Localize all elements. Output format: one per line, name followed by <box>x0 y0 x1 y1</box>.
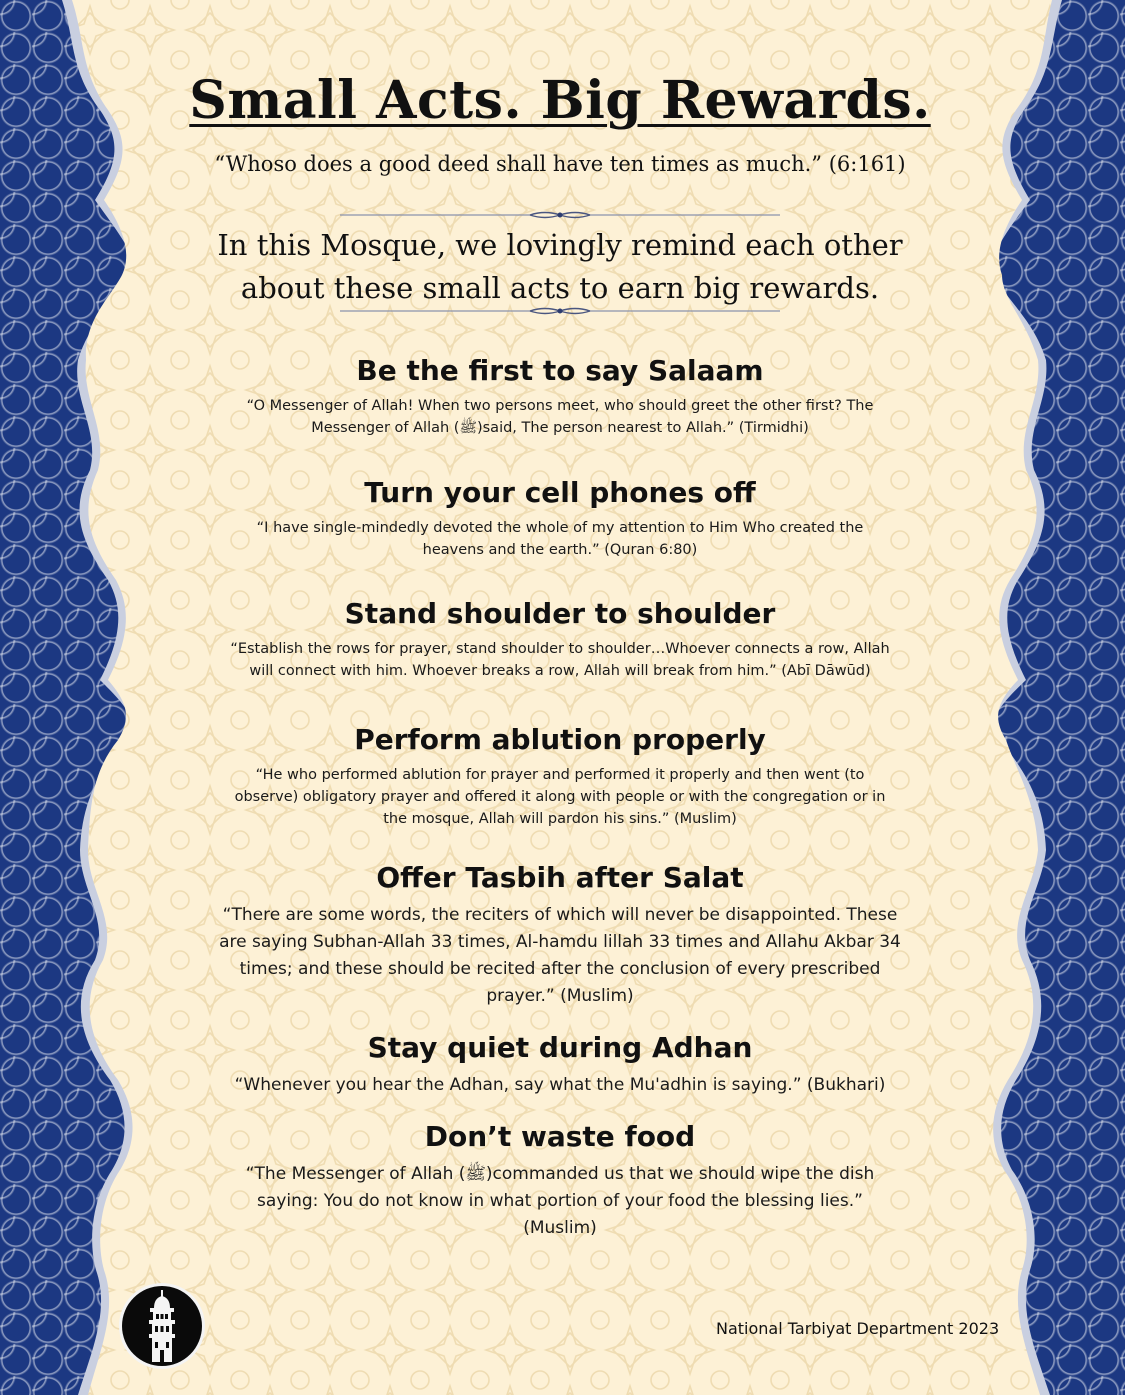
quote-line: times; and these should be recited after the conclusion of every prescribed <box>239 959 881 979</box>
reminder-heading: Perform ablution properly <box>354 723 766 756</box>
quote-line: Messenger of Allah (ﷺ)said, The person nearest to Allah.” (Tirmidhi) <box>311 420 809 436</box>
quote-line: “He who performed ablution for prayer and performed it properly and then went (to <box>255 767 865 783</box>
reminder-item <box>120 353 1000 439</box>
reminder-item <box>120 1119 1000 1242</box>
page-title: Small Acts. Big Rewards. <box>189 70 931 131</box>
quote-line: (Muslim) <box>523 1218 597 1238</box>
quote-line: “There are some words, the reciters of which will never be disappointed. These <box>222 905 898 925</box>
quote-line: “The Messenger of Allah (ﷺ)commanded us that we should wipe the dish <box>245 1164 875 1184</box>
quote-line: “I have single-mindedly devoted the whole of my attention to Him Who created the <box>256 520 864 536</box>
reminder-item <box>120 860 1000 1010</box>
quote-line: will connect with him. Whoever breaks a row, Allah will break from him.” (Abī Dāwūd) <box>249 663 871 679</box>
quote-line: prayer.” (Muslim) <box>486 986 634 1006</box>
reminder-heading: Be the first to say Salaam <box>356 354 764 387</box>
intro-line: about these small acts to earn big rewards. <box>240 271 880 305</box>
quote-line: saying: You do not know in what portion of your food the blessing lies.” <box>257 1191 863 1211</box>
reminder-quote <box>120 902 1000 1010</box>
reminder-item <box>120 1030 1000 1099</box>
reminder-item <box>120 596 1000 682</box>
reminder-quote <box>120 1072 1000 1099</box>
reminder-heading: Offer Tasbih after Salat <box>376 861 744 894</box>
reminder-quote <box>120 1161 1000 1242</box>
reminder-heading: Turn your cell phones off <box>364 476 756 509</box>
ornament-divider-icon <box>340 210 780 220</box>
reminder-quote <box>120 517 1000 561</box>
reminder-quote <box>120 395 1000 439</box>
quran-verse: “Whoso does a good deed shall have ten times as much.” (6:161) <box>214 152 906 176</box>
ornament-divider-icon <box>340 306 780 316</box>
reminder-heading: Stand shoulder to shoulder <box>344 597 776 630</box>
reminder-quote <box>120 764 1000 830</box>
quote-line: “O Messenger of Allah! When two persons meet, who should greet the other first? The <box>246 398 874 414</box>
quote-line: “Establish the rows for prayer, stand shoulder to shoulder…Whoever connects a row, Allah <box>230 641 890 657</box>
intro-line: In this Mosque, we lovingly remind each other <box>217 228 903 262</box>
reminder-heading: Don’t waste food <box>424 1120 696 1153</box>
quote-line: heavens and the earth.” (Quran 6:80) <box>422 542 698 558</box>
reminder-item <box>120 722 1000 830</box>
reminder-quote <box>120 638 1000 682</box>
footer-credit: National Tarbiyat Department 2023 <box>716 1319 1000 1338</box>
intro-text <box>120 224 1000 310</box>
poster-content <box>120 0 1000 1395</box>
reminder-item <box>120 475 1000 561</box>
quote-line: “Whenever you hear the Adhan, say what the Mu'adhin is saying.” (Bukhari) <box>234 1075 886 1095</box>
quote-line: observe) obligatory prayer and offered it along with people or with the congregation or in <box>234 789 886 805</box>
minaret-logo-icon <box>118 1282 206 1370</box>
quote-line: are saying Subhan-Allah 33 times, Al-hamdu lillah 33 times and Allahu Akbar 34 <box>219 932 901 952</box>
reminder-heading: Stay quiet during Adhan <box>367 1031 753 1064</box>
quote-line: the mosque, Allah will pardon his sins.” (Muslim) <box>383 811 737 827</box>
